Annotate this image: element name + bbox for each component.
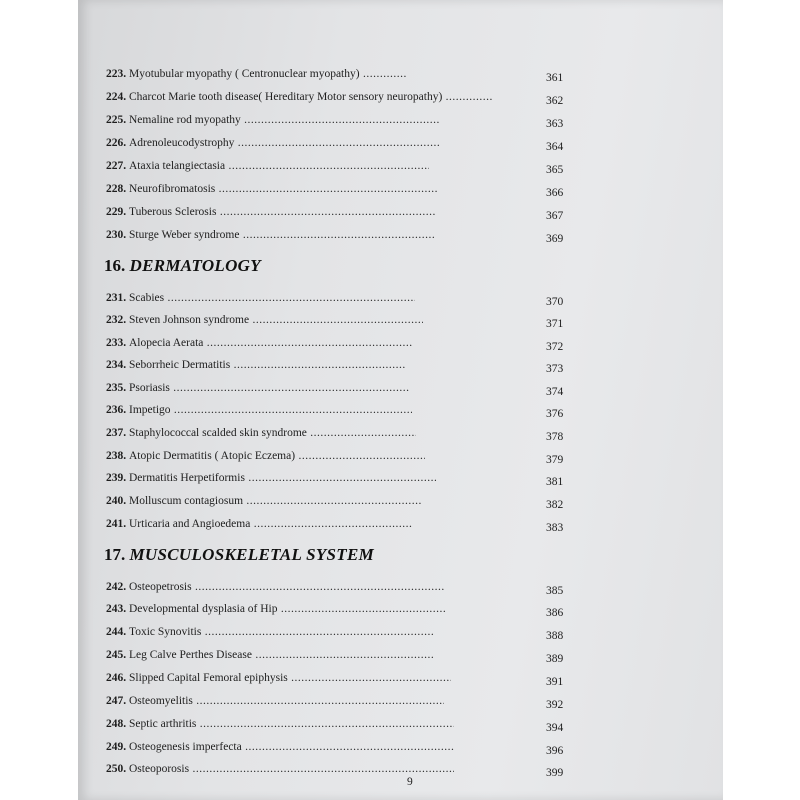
entry-number: 238.	[106, 450, 127, 462]
entry-page: 391	[546, 676, 564, 688]
toc-entry[interactable]	[106, 672, 706, 692]
section-heading	[104, 545, 374, 565]
entry-page: 363	[546, 118, 564, 130]
entry-number: 243.	[106, 603, 127, 615]
entry-title: Tuberous Sclerosis .....	[129, 206, 435, 218]
entry-page: 374	[546, 386, 564, 398]
entry-title: Septic arthritis .....	[129, 718, 454, 730]
entry-number: 227.	[106, 160, 127, 172]
section-number: 16.	[104, 256, 126, 275]
entry-title: Impetigo .....	[129, 404, 412, 416]
entry-page: 371	[546, 318, 564, 330]
entry-title: Slipped Capital Femoral epiphysis .....	[129, 672, 451, 684]
entry-number: 229.	[106, 206, 127, 218]
entry-page: 364	[546, 141, 564, 153]
toc-entry[interactable]	[106, 114, 706, 134]
entry-number: 240.	[106, 495, 127, 507]
entry-title: Nemaline rod myopathy .....	[129, 114, 439, 126]
entry-title: Dermatitis Herpetiformis .....	[129, 472, 436, 484]
page-number: 9	[407, 776, 413, 788]
entry-page: 370	[546, 296, 564, 308]
section-number: 17.	[104, 545, 126, 564]
entry-page: 378	[546, 431, 564, 443]
entry-title: Seborrheic Dermatitis .....	[129, 359, 406, 371]
entry-title: Alopecia Aerata .....	[129, 337, 413, 349]
entry-number: 242.	[106, 581, 127, 593]
entry-number: 249.	[106, 741, 127, 753]
entry-title: Developmental dysplasia of Hip .....	[129, 603, 445, 615]
section-title: MUSCULOSKELETAL SYSTEM	[129, 545, 375, 564]
entry-page: 381	[546, 476, 564, 488]
entry-number: 239.	[106, 472, 127, 484]
entry-page: 385	[546, 585, 564, 597]
entry-page: 382	[546, 499, 564, 511]
entry-number: 231.	[106, 292, 127, 304]
entry-title: Myotubular myopathy ( Centronuclear myopathy) .....	[129, 68, 407, 80]
entry-number: 235.	[106, 382, 127, 394]
entry-page: 392	[546, 699, 564, 711]
toc-entry[interactable]	[106, 292, 706, 312]
entry-title: Toxic Synovitis .....	[129, 626, 435, 638]
entry-title: Osteoporosis .....	[129, 763, 454, 775]
entry-title: Sturge Weber syndrome .....	[129, 229, 435, 241]
entry-number: 244.	[106, 626, 127, 638]
entry-number: 245.	[106, 649, 127, 661]
toc-entry[interactable]	[106, 763, 706, 783]
entry-number: 248.	[106, 718, 127, 730]
entry-number: 250.	[106, 763, 127, 775]
entry-title: Osteogenesis imperfecta .....	[129, 741, 454, 753]
entry-page: 366	[546, 187, 564, 199]
entry-page: 367	[546, 210, 564, 222]
toc-entry[interactable]	[106, 183, 706, 203]
toc-entry[interactable]	[106, 427, 706, 447]
toc-entry[interactable]	[106, 495, 706, 515]
entry-title: Atopic Dermatitis ( Atopic Eczema) .....	[129, 450, 425, 462]
entry-page: 389	[546, 653, 564, 665]
entry-page: 399	[546, 767, 564, 779]
toc-entry[interactable]	[106, 581, 706, 601]
entry-title: Scabies .....	[129, 292, 415, 304]
entry-title: Ataxia telangiectasia .....	[129, 160, 429, 172]
entry-number: 230.	[106, 229, 127, 241]
toc-entry[interactable]	[106, 626, 706, 646]
toc-entry[interactable]	[106, 91, 706, 111]
toc-entry[interactable]	[106, 68, 706, 88]
entry-number: 225.	[106, 114, 127, 126]
entry-title: Staphylococcal scalded skin syndrome .....	[129, 427, 416, 439]
entry-number: 237.	[106, 427, 127, 439]
toc-entry[interactable]	[106, 603, 706, 623]
entry-page: 386	[546, 607, 564, 619]
toc-entry[interactable]	[106, 359, 706, 379]
entry-title: Neurofibromatosis .....	[129, 183, 437, 195]
entry-number: 247.	[106, 695, 127, 707]
document-page	[78, 0, 723, 800]
toc-entry[interactable]	[106, 472, 706, 492]
entry-title: Osteopetrosis .....	[129, 581, 444, 593]
toc-entry[interactable]	[106, 518, 706, 538]
toc-entry[interactable]	[106, 382, 706, 402]
entry-title: Molluscum contagiosum .....	[129, 495, 422, 507]
entry-page: 379	[546, 454, 564, 466]
toc-entry[interactable]	[106, 314, 706, 334]
toc-entry[interactable]	[106, 160, 706, 180]
toc-entry[interactable]	[106, 137, 706, 157]
entry-page: 394	[546, 722, 564, 734]
entry-page: 376	[546, 408, 564, 420]
toc-entry[interactable]	[106, 337, 706, 357]
entry-number: 236.	[106, 404, 127, 416]
entry-number: 246.	[106, 672, 127, 684]
section-title: DERMATOLOGY	[129, 256, 261, 275]
entry-title: Urticaria and Angioedema .....	[129, 518, 412, 530]
toc-entry[interactable]	[106, 229, 706, 249]
entry-page: 388	[546, 630, 564, 642]
entry-title: Osteomyelitis .....	[129, 695, 444, 707]
entry-number: 232.	[106, 314, 127, 326]
section-heading	[104, 256, 261, 276]
entry-title: Steven Johnson syndrome .....	[129, 314, 423, 326]
entry-number: 241.	[106, 518, 127, 530]
toc-entry[interactable]	[106, 206, 706, 226]
entry-title: Adrenoleucodystrophy .....	[129, 137, 439, 149]
entry-page: 362	[546, 95, 564, 107]
entry-page: 369	[546, 233, 564, 245]
entry-number: 234.	[106, 359, 127, 371]
entry-page: 372	[546, 341, 564, 353]
toc-entry[interactable]	[106, 741, 706, 761]
entry-number: 228.	[106, 183, 127, 195]
toc-entry[interactable]	[106, 649, 706, 669]
toc-entry[interactable]	[106, 404, 706, 424]
toc-entry[interactable]	[106, 450, 706, 470]
entry-number: 226.	[106, 137, 127, 149]
entry-title: Leg Calve Perthes Disease .....	[129, 649, 434, 661]
entry-page: 365	[546, 164, 564, 176]
entry-number: 224.	[106, 91, 127, 103]
toc-entry[interactable]	[106, 695, 706, 715]
entry-title: Psoriasis .....	[129, 382, 410, 394]
entry-page: 383	[546, 522, 564, 534]
entry-number: 223.	[106, 68, 127, 80]
toc-entry[interactable]	[106, 718, 706, 738]
entry-page: 396	[546, 745, 564, 757]
entry-number: 233.	[106, 337, 127, 349]
entry-title: Charcot Marie tooth disease( Hereditary Motor sensory neuropathy) .....	[129, 91, 492, 103]
entry-page: 361	[546, 72, 564, 84]
entry-page: 373	[546, 363, 564, 375]
